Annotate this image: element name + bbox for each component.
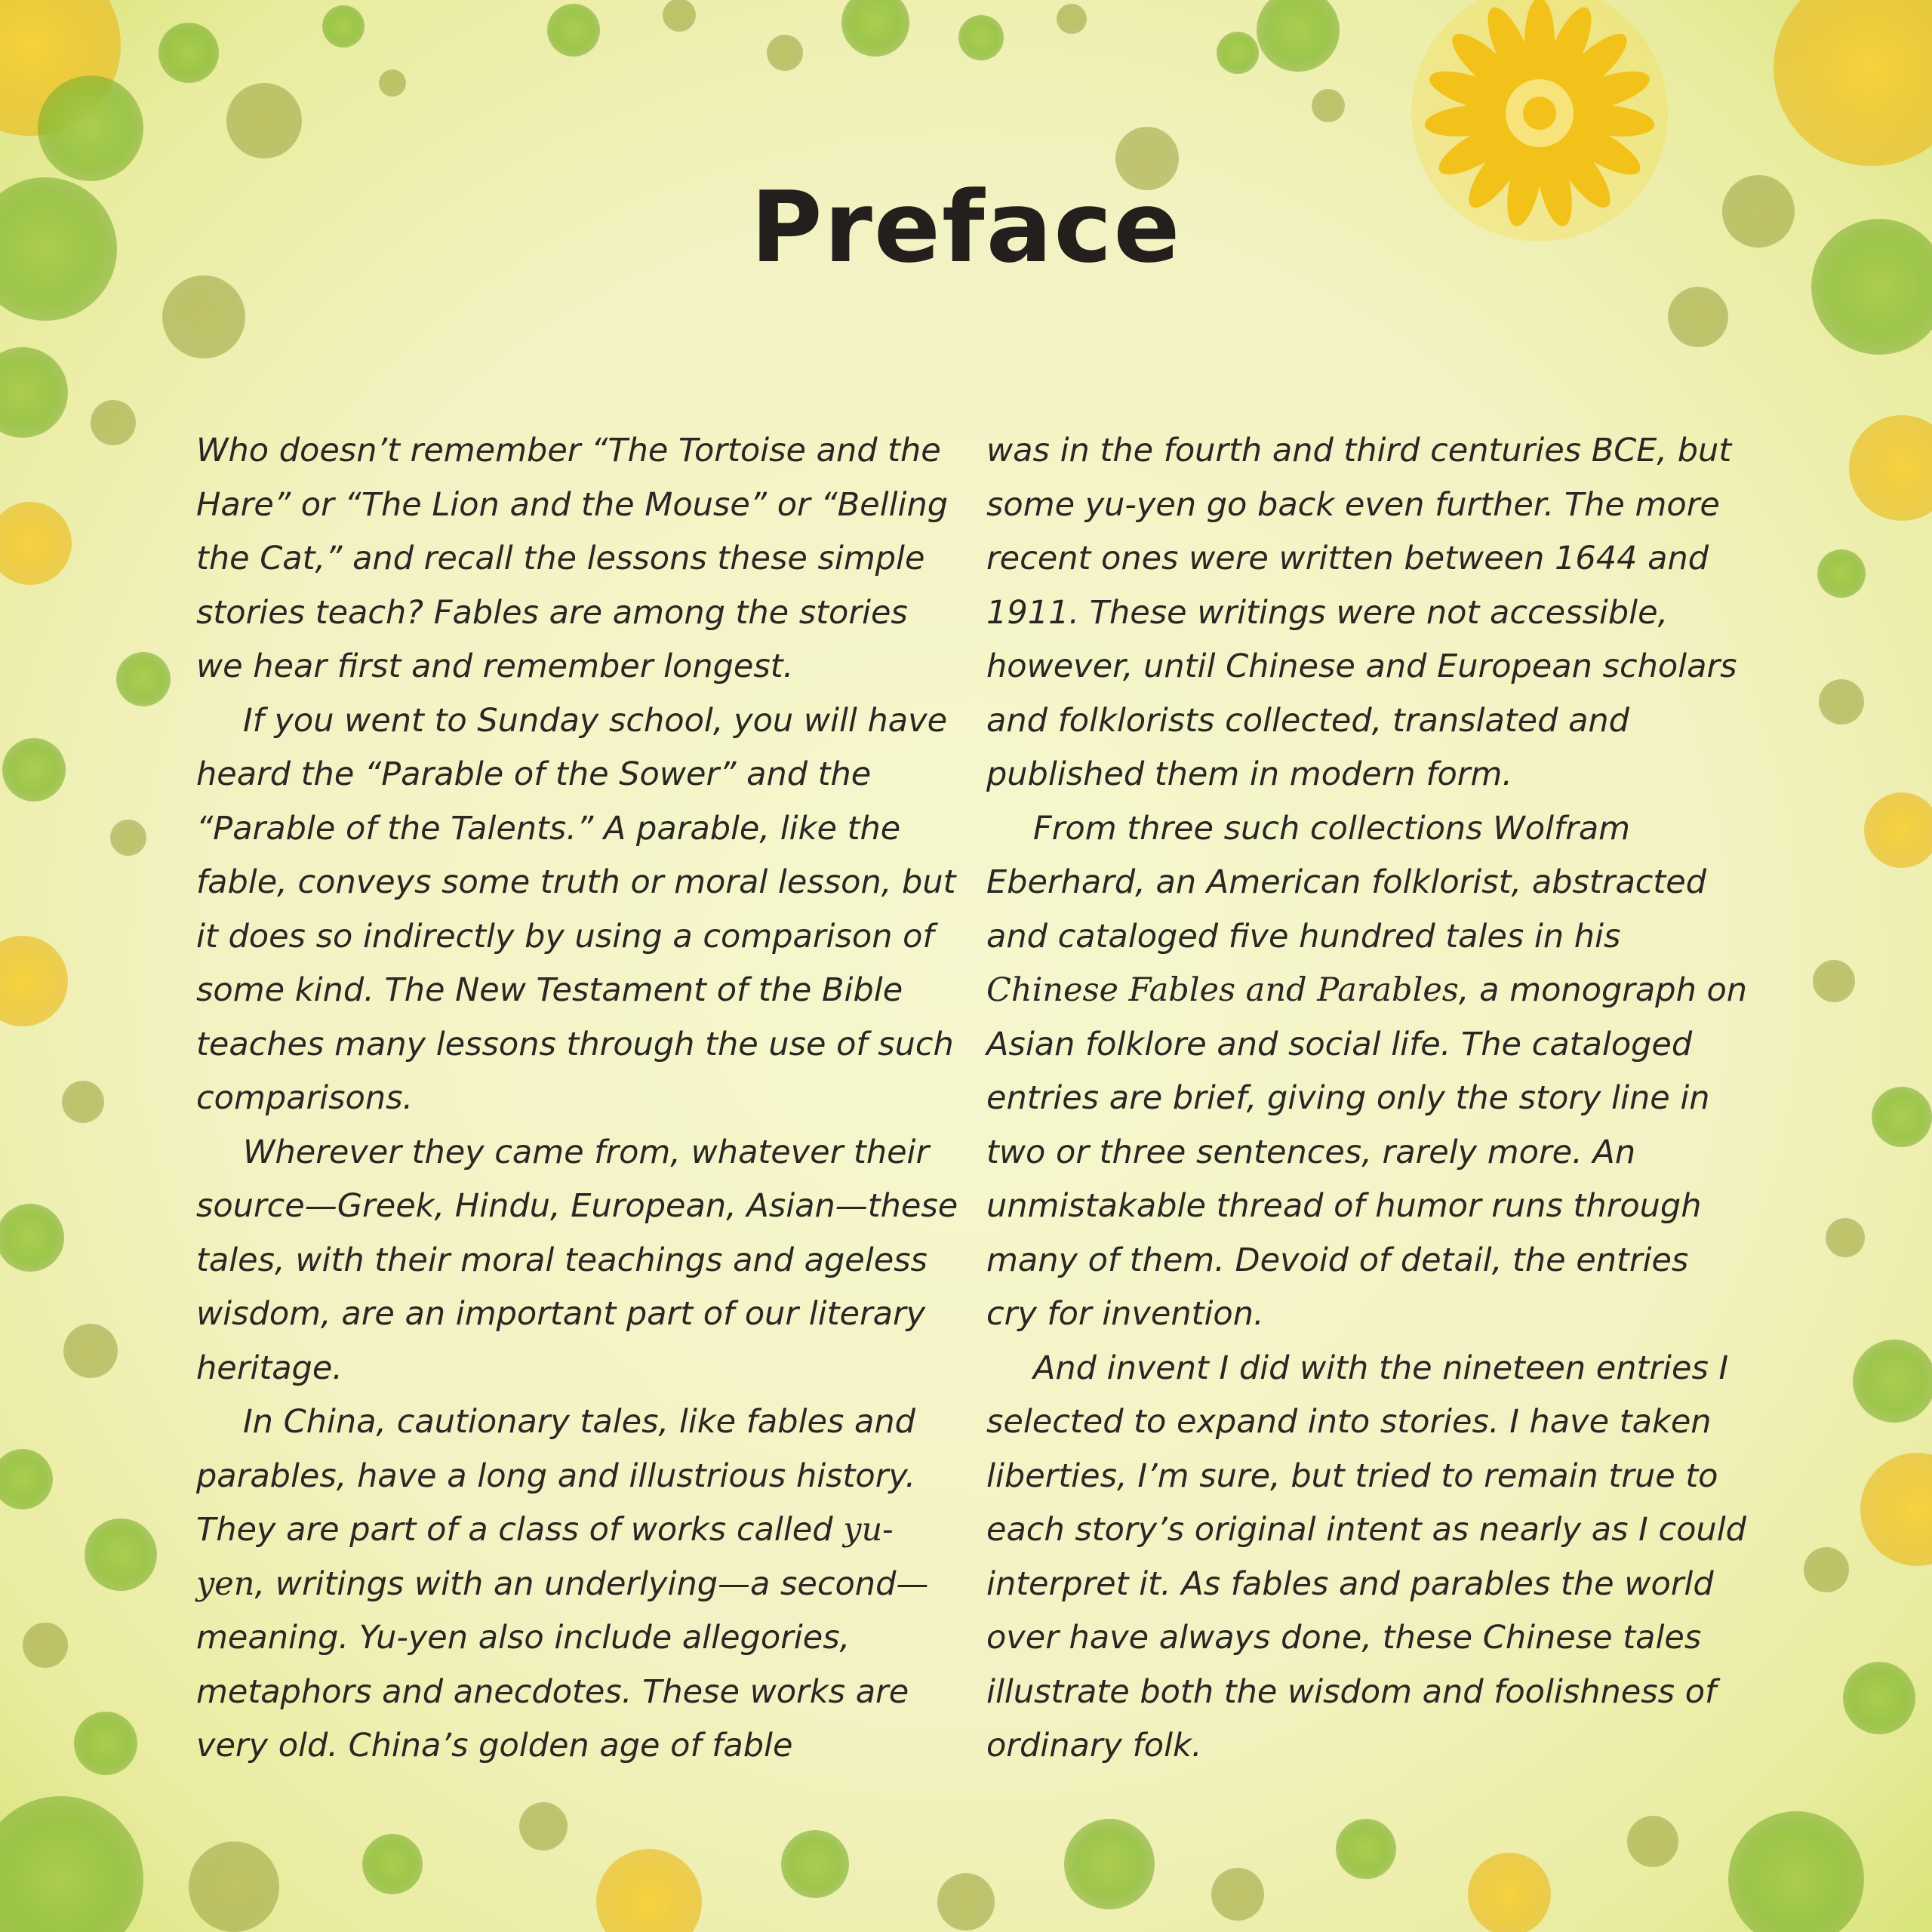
paragraph-golden-age: was in the fourth and third centuries BCE, but some yu-yen go back even further. The more recent ones were written between 1644 and 1911. These writings were not accessible, however, until Chinese and European scholars and folklorists collected, translated and published them in modern form.	[986, 432, 1737, 793]
paragraph-china-text-b: , writings with an underlying—a second—meaning. Yu-yen also include allegories, metaphors and anecdotes. These works are very old. China’s golden age of fable	[196, 1564, 929, 1764]
left-text-column	[196, 424, 958, 1774]
yu-yen-term: yu-yen	[196, 1511, 894, 1603]
paragraph-china-yu-yen	[196, 1395, 958, 1774]
page-title: Preface	[750, 170, 1182, 285]
left-edge-dots	[0, 502, 171, 1775]
paragraph-eberhard	[986, 802, 1749, 1342]
paragraph-eberhard-text-b: , a monograph on Asian folklore and social life. The cataloged entries are brief, giving only the story line in two or three sentences, rarely more. An unmistakable thread of humor runs through many of them. Devoid of detail, the entries cry for invention.	[986, 971, 1748, 1333]
right-edge-dots	[1804, 679, 1932, 1734]
paragraph-china-text-a: In China, cautionary tales, like fables and parables, have a long and illustrious history. They are part of a class of works called	[196, 1403, 916, 1549]
bottom-edge-dots	[0, 1796, 1864, 1932]
right-text-column	[986, 424, 1749, 1774]
paragraph-eberhard-text-a: From three such collections Wolfram Eberhard, an American folklorist, abstracted and cataloged five hundred tales in his	[986, 809, 1707, 955]
top-edge-dots	[547, 0, 1345, 190]
paragraph-parables: If you went to Sunday school, you will have heard the “Parable of the Sower” and the “Parable of the Talents.” A parable, like the fable, conveys some truth or moral lesson, but it does so indirectly by using a comparison of some kind. The New Testament of the Bible teaches many lessons through the use of such comparisons.	[196, 701, 956, 1117]
paragraph-literary-heritage: Wherever they came from, whatever their source—Greek, Hindu, European, Asian—these tales, with their moral teachings and ageless wisdom, are an important part of our literary heritage.	[196, 1133, 958, 1387]
book-title-chinese-fables: Chinese Fables and Parables	[986, 971, 1459, 1009]
paragraph-fables-intro: Who doesn’t remember “The Tortoise and the Hare” or “The Lion and the Mouse” or “Belling the Cat,” and recall the lessons these simple stories teach? Fables are among the stories we hear first and remember longest.	[196, 432, 949, 685]
paragraph-invention: And invent I did with the nineteen entries I selected to expand into stories. I have taken liberties, I’m sure, but tried to remain true to each story’s original intent as nearly as I could interpret it. As fables and parables the world over have always done, these Chinese tales illustrate both the wisdom and foolishness of ordinary folk.	[986, 1349, 1746, 1764]
